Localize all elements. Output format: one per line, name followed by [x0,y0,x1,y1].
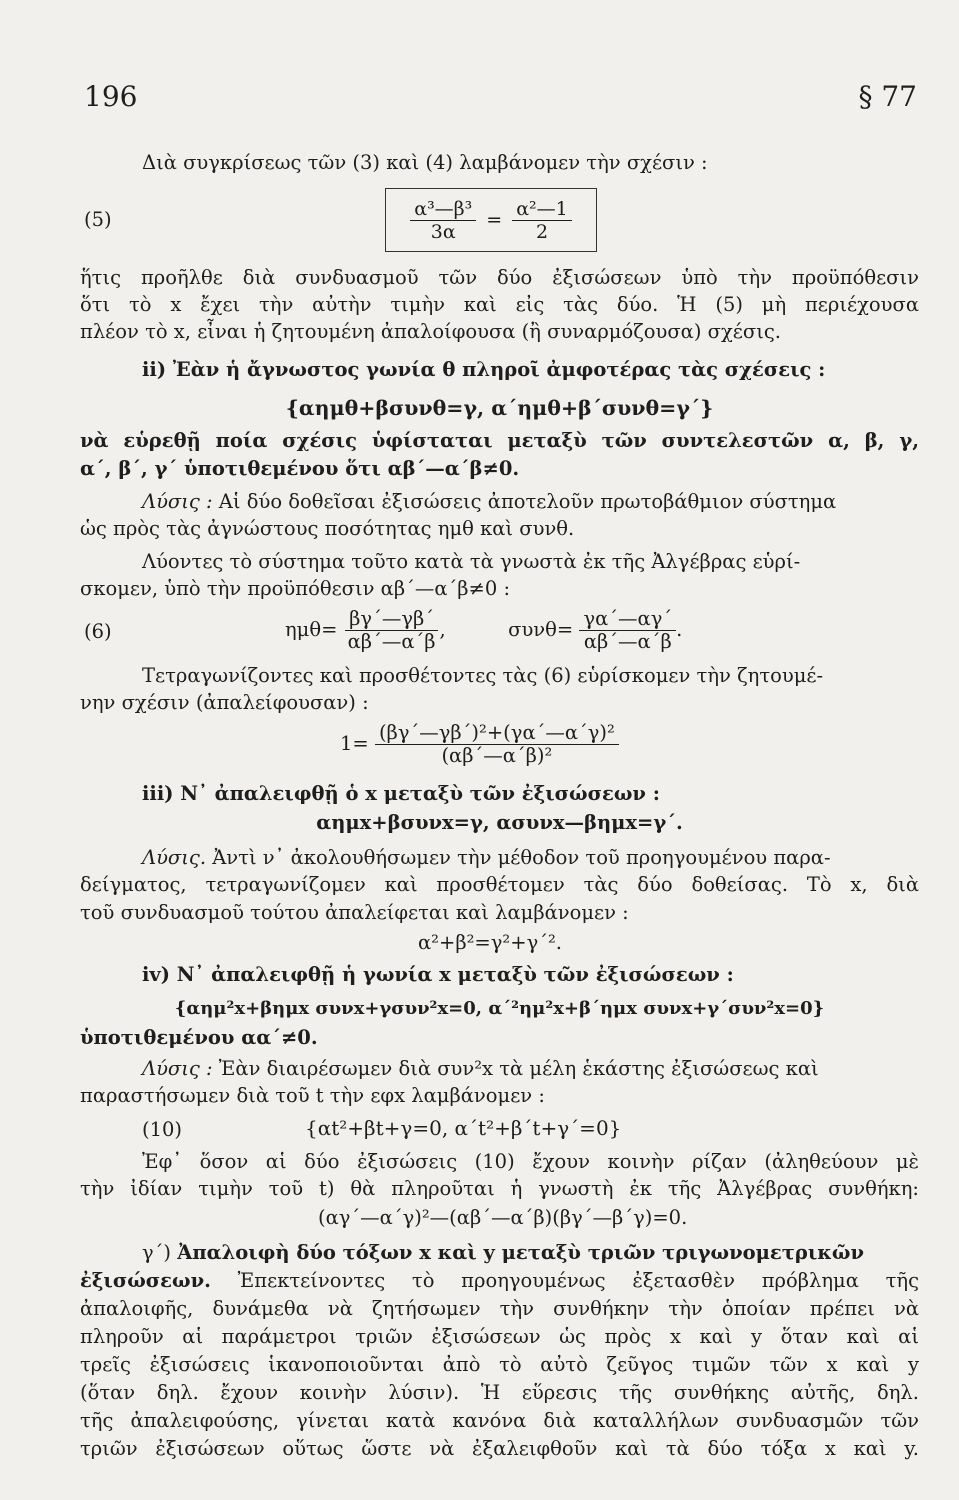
equation-system: {αημθ+βσυνθ=γ, α΄ημθ+β΄συνθ=γ΄} [285,396,714,420]
fraction [512,198,572,243]
text-span: Ἐπεκτείνοντες τὸ προηγουμένως ἐξετασθὲν πρόβλημα τῆς [210,1269,919,1292]
text-line: ὅτι τὸ x ἔχει τὴν αὐτὴν τιμὴν καὶ εἰς τὰς δύο. Ἡ (5) μὴ περιέχουσα [80,293,919,316]
separator: , [439,618,446,641]
text-line-bold: α΄, β΄, γ΄ ὑποτιθεμένου ὅτι αβ΄—α΄β≠0. [80,457,520,480]
solution-label: Λύσις. [142,846,207,869]
text-span: Ἐὰν διαιρέσωμεν διὰ συν²x τὰ μέλη ἑκάστης ἐξισώσεως καὶ [212,1057,819,1080]
text-span: Αἱ δύο δοθεῖσαι ἐξισώσεις ἀποτελοῦν πρωτοβάθμιον σύστημα [212,490,837,513]
text-line: Τετραγωνίζοντες καὶ προσθέτοντες τὰς (6) εὑρίσκομεν τὴν ζητουμέ- [142,664,824,687]
text-line: ἀπαλοιφῆς, δυνάμεθα νὰ ζητήσωμεν τὴν συνθήκην τὴν ὁποίαν πρέπει νὰ [80,1297,919,1320]
solution-label: Λύσις : [142,1057,213,1080]
text-line-bold: iv) Ν᾿ ἀπαλειφθῇ ἡ γωνία x μεταξὺ τῶν ἐξισώσεων : [142,963,734,986]
fraction-denominator: 3α [430,220,456,243]
subsection-title: Ἀπαλοιφὴ δύο τόξων x καὶ y μεταξὺ τριῶν τριγωνομετρικῶν [177,1241,865,1264]
fraction-numerator: γα΄—αγ΄ [579,608,676,631]
page-number: 196 [84,80,138,113]
text-line: σκομεν, ὑπὸ τὴν προϋπόθεσιν αβ΄—α΄β≠0 : [80,577,511,600]
text-line [142,1056,919,1082]
text-line: ὡς πρὸς τὰς ἀγνώστους ποσότητας ημθ καὶ συνθ. [80,517,575,540]
equals-sign: = [486,209,503,231]
fraction-numerator: α²—1 [512,198,572,221]
text-line-bold: ii) Ἐὰν ἡ ἄγνωστος γωνία θ πληροῖ ἀμφοτέρας τὰς σχέσεις : [142,358,826,381]
text-line: ἥτις προῆλθε διὰ συνδυασμοῦ τῶν δύο ἐξισώσεων ὑπὸ τὴν προϋπόθεσιν [80,266,919,289]
equation-number: (6) [84,620,112,643]
text-line: τοῦ συνδυασμοῦ τούτου ἀπαλείφεται καὶ λαμβάνομεν : [80,901,629,924]
fraction-denominator: αβ΄—α΄β [583,630,672,653]
text-line [142,845,919,871]
text-line: Λύοντες τὸ σύστημα τοῦτο κατὰ τὰ γνωστὰ ἐκ τῆς Ἀλγέβρας εὑρί- [142,550,801,573]
text-line-bold: iii) Ν᾿ ἀπαλειφθῇ ὁ x μεταξὺ τῶν ἐξισώσεων : [142,782,660,805]
fraction-numerator: α³—β³ [410,198,476,221]
text-line: νην σχέσιν (ἀπαλείφουσαν) : [80,691,369,714]
equation-line: α²+β²=γ²+γ΄². [418,931,562,954]
text-span: γ΄) [142,1241,178,1264]
elimination-equation [340,722,619,767]
fraction [579,608,676,653]
text-line: τριῶν ἐξισώσεων οὕτως ὥστε νὰ ἐξαλειφθοῦν καὶ τὰ δύο τόξα x καὶ y. [80,1437,919,1460]
fraction [344,608,440,653]
text-line [142,1240,919,1266]
solution-label: Λύσις : [142,490,213,513]
text-line-bold: ὑποτιθεμένου αα΄≠0. [80,1026,318,1049]
fraction-denominator: αβ΄—α΄β [347,630,436,653]
boxed-equation [385,188,597,252]
fraction [410,198,476,243]
equation-lhs: ημθ= [285,618,338,641]
fraction-numerator: (βγ΄—γβ΄)²+(γα΄—α΄γ)² [375,722,619,745]
text-line: τρεῖς ἐξισώσεις ἱκανοποιοῦνται ἀπὸ τὸ αὐτὸ ζεῦγος τιμῶν τῶν x καὶ y [80,1353,919,1376]
text-span: Ἀντὶ ν᾿ ἀκολουθήσωμεν τὴν μέθοδον τοῦ προηγουμένου παρα- [206,846,831,869]
text-line: Διὰ συγκρίσεως τῶν (3) καὶ (4) λαμβάνομεν τὴν σχέσιν : [142,151,708,174]
equation-lhs: 1= [340,732,369,755]
subsection-title: ἐξισώσεων. [80,1269,211,1292]
page-header [84,80,917,120]
text-line [142,489,919,515]
fraction-numerator: βγ΄—γβ΄ [345,608,438,631]
text-line: δείγματος, τετραγωνίζομεν καὶ προσθέτομεν τὰς δύο δοθείσας. Τὸ x, διὰ [80,873,919,896]
equation-pair: αημx+βσυνx=γ, ασυνx—βημx=γ΄. [316,811,683,834]
equation-lhs: συνθ= [508,618,574,641]
equation-six [285,608,682,653]
equation-number: (5) [84,208,112,231]
text-line: πλέον τὸ x, εἶναι ἡ ζητουμένη ἀπαλοίφουσα (ἢ συναρμόζουσα) σχέσις. [80,320,781,343]
equation-number: (10) [142,1118,183,1141]
fraction-denominator: 2 [535,220,549,243]
section-number: § 77 [858,80,917,113]
equation-system: {αημ²x+βημx συνx+γσυν²x=0, α΄²ημ²x+β΄ημx συνx+γ΄συν²x=0} [174,998,825,1019]
text-line [80,1268,919,1294]
text-line: πληροῦν αἱ παράμετροι τριῶν ἐξισώσεων ὡς πρὸς x καὶ y ὅταν καὶ αἱ [80,1325,919,1348]
fraction [375,722,619,767]
text-line: Ἐφ᾿ ὅσον αἱ δύο ἐξισώσεις (10) ἔχουν κοινὴν ρίζαν (ἀληθεύουν μὲ [142,1150,919,1173]
period: . [676,618,683,641]
fraction-denominator: (αβ΄—α΄β)² [441,744,553,767]
equation-system: {αt²+βt+γ=0, α΄t²+β΄t+γ΄=0} [305,1116,622,1140]
equation-line: (αγ΄—α΄γ)²—(αβ΄—α΄β)(βγ΄—β΄γ)=0. [318,1206,688,1229]
text-line: (ὅταν δηλ. ἔχουν κοινὴν λύσιν). Ἡ εὕρεσις τῆς συνθήκης αὐτῆς, δηλ. [80,1381,919,1404]
text-line: παραστήσωμεν διὰ τοῦ t τὴν εφx λαμβάνομεν : [80,1084,545,1107]
text-line-bold: νὰ εὑρεθῇ ποία σχέσις ὑφίσταται μεταξὺ τῶν συντελεστῶν α, β, γ, [80,429,919,452]
text-line: τὴν ἰδίαν τιμὴν τοῦ t) θὰ πληροῦται ἡ γνωστὴ ἐκ τῆς Ἀλγέβρας συνθήκη: [80,1177,919,1200]
text-line: τῆς ἀπαλειφούσης, γίνεται κατὰ κανόνα διὰ καταλλήλων συνδυασμῶν τῶν [80,1409,919,1432]
